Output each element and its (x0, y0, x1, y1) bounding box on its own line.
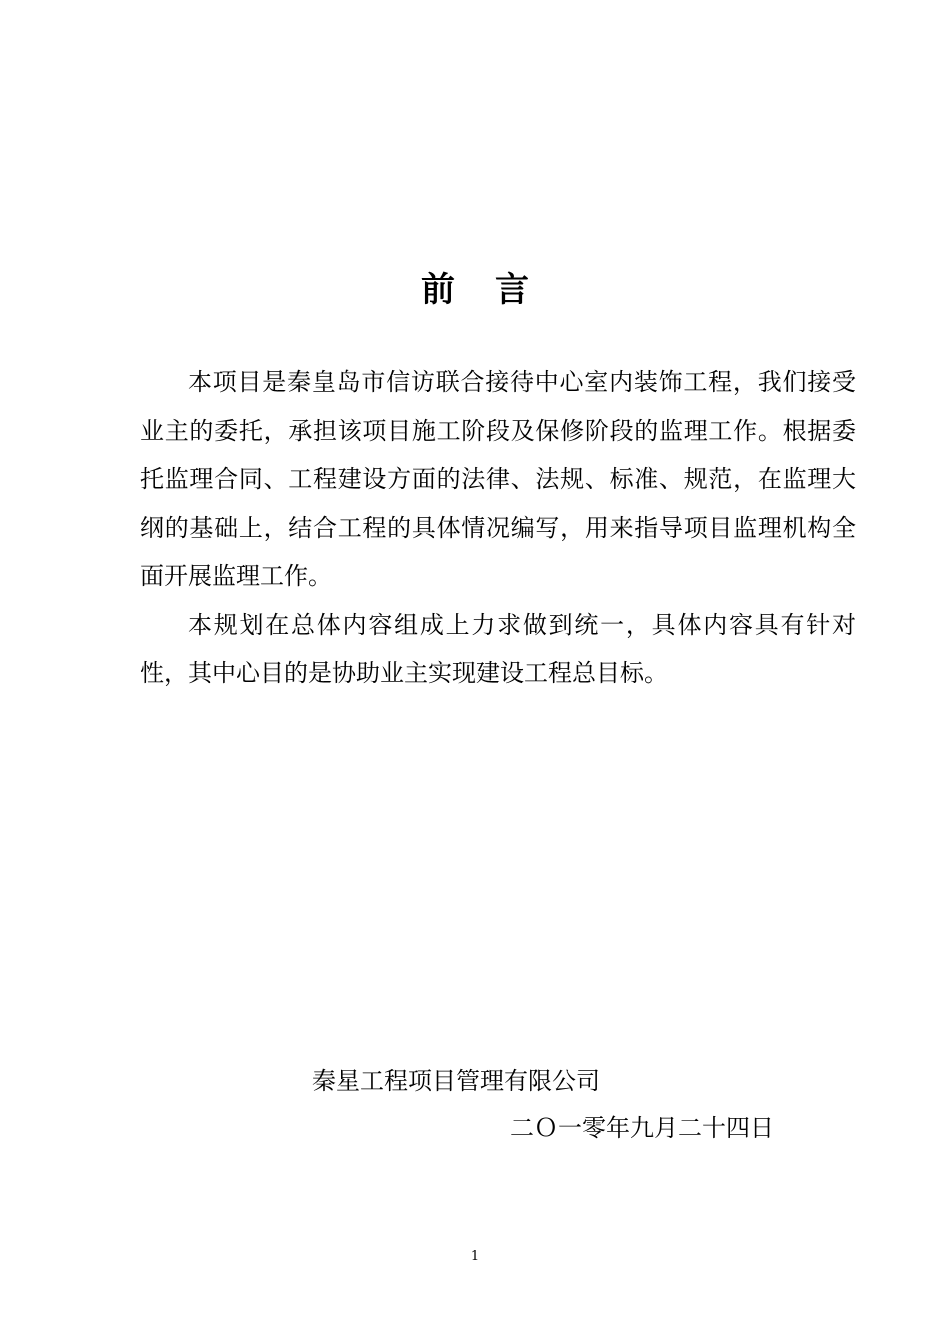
paragraph-intro: 本项目是秦皇岛市信访联合接待中心室内装饰工程，我们接受业主的委托，承担该项目施工阶段及保修阶段的监理工作。根据委托监理合同、工程建设方面的法律、法规、标准、规范，在监理大纲的基础上，结合工程的具体情况编写，用来指导项目监理机构全面开展监理工作。 (140, 368, 856, 590)
paragraph-purpose: 本规划在总体内容组成上力求做到统一，具体内容具有针对性，其中心目的是协助业主实现建设工程总目标。 (140, 610, 856, 687)
body-text (140, 358, 856, 698)
page-number: 1 (470, 1249, 480, 1264)
signature-date: 二Ｏ一零年九月二十四日 (510, 1114, 774, 1142)
page-title: 前言 (421, 270, 569, 310)
signature-company: 秦星工程项目管理有限公司 (312, 1067, 600, 1095)
